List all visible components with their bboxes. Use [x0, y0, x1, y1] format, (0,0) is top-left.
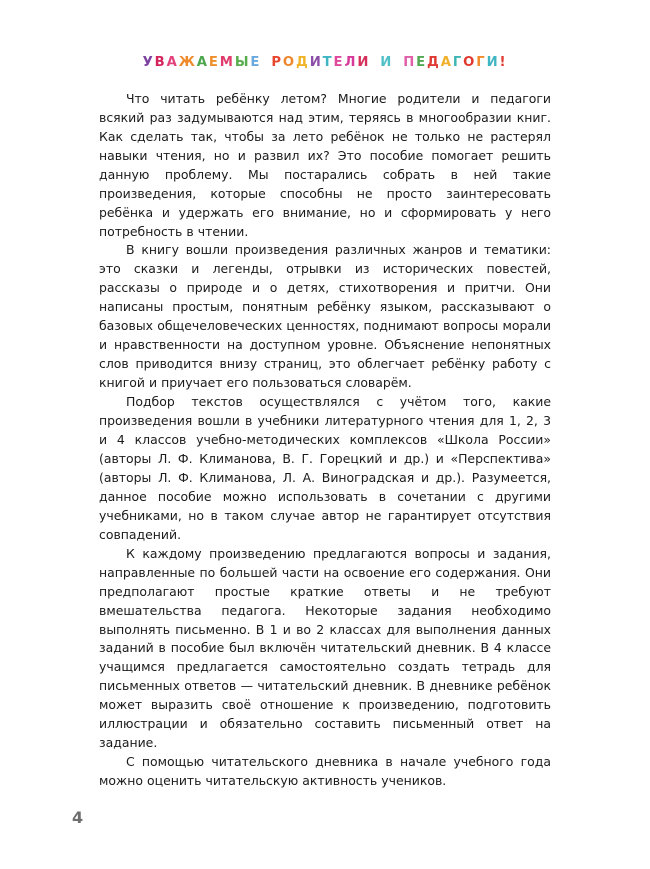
title-letter: А [440, 55, 453, 70]
title-letter: Г [476, 55, 487, 70]
title-letter: О [282, 55, 297, 70]
title-letter: Е [250, 55, 262, 70]
body-paragraph-2: В книгу вошли произведения различных жанров и тематики: это сказки и легенды, отрывки из исторических повестей, рассказы о природе и о детях, стихотворения и притчи. Они написаны простым, понятным ребёнку языком, рассказывают о базовых общечеловеческих ценностях, поднимают вопросы морали и нравственности на доступном уровне. Объяснение непонятных слов приводится внизу страниц, это облегчает ребёнку работу с книгой и приучает его пользоваться словарём. [99, 242, 551, 391]
body-paragraph-1: Что читать ребёнку летом? Многие родители и педагоги всякий раз задумываются над этим, теряясь в многообразии книг. Как сделать так, чтобы за лето ребёнок не только не растерял навыки чтения, но и развил их? Это пособие помогает решить данную проблему. Мы постарались собрать в ней такие произведения, которые способны не просто заинтересовать ребёнка и удержать его внимание, но и сформировать у него потребность в чтении. [99, 90, 551, 239]
title-letter: А [166, 55, 179, 70]
title-letter: Е [333, 55, 345, 70]
title-letter: Е [416, 55, 428, 70]
body-paragraph-3: Подбор текстов осуществлялся с учётом того, какие произведения вошли в учебники литературного чтения для 1, 2, 3 и 4 классов учебно-методических комплексов «Школа России» (авторы Л. Ф. Климанова, В. Г. Горецкий и др.) и «Перспектива» (авторы Л. Ф. Климанова, Л. А. Виноградская и др.). Разумеется, данное пособие можно использовать в сочетании с другими учебниками, но в таком случае автор не гарантирует отсутствия совпадений. [99, 394, 551, 542]
title-letter: Ы [234, 55, 251, 70]
title-letter: И [309, 55, 323, 70]
title-letter: И [357, 55, 371, 70]
title-letter: ! [499, 55, 508, 70]
title-letter: А [196, 55, 209, 70]
title-letter: Т [322, 55, 334, 70]
title-letter: О [463, 55, 477, 70]
title-letter: П [403, 55, 417, 70]
title-letter: Е [208, 55, 220, 70]
body-paragraph-5: С помощью читательского дневника в начале учебного года можно оценить читательскую активность учеников. [99, 754, 551, 789]
title-letter: И [486, 55, 500, 70]
title-letter: В [154, 55, 167, 70]
title-letter: Г [452, 55, 464, 70]
title-letter: М [219, 55, 235, 70]
title-letter: Р [271, 55, 283, 70]
page-number: 4 [72, 808, 84, 827]
title-letter: Ж [178, 55, 197, 70]
title-word-4 [403, 55, 507, 71]
page-title [99, 55, 551, 71]
page-content [99, 55, 551, 791]
title-letter: Д [296, 55, 310, 70]
body-paragraph-4: К каждому произведению предлагаются вопросы и задания, направленные по большей части на освоение его содержания. Они предполагают простые краткие ответы и не требуют вмешательства педагога. Некоторые задания необходимо выполнять письменно. В 1 и во 2 классах для выполнения данных заданий в пособие был включён читательский дневник. В 4 классе учащимся предлагается самостоятельно создать тетрадь для письменных ответов — читательский дневник. В дневнике ребёнок может выразить своё отношение к произведению, подготовить иллюстрации и обязательно составить письменный ответ на задание. [99, 545, 551, 751]
title-word-3 [380, 55, 393, 71]
title-word-1 [143, 55, 262, 71]
title-letter: Д [427, 55, 441, 70]
title-letter: И [380, 55, 394, 70]
title-letter: У [142, 55, 155, 70]
title-word-2 [271, 55, 370, 71]
title-letter: Л [344, 55, 358, 70]
